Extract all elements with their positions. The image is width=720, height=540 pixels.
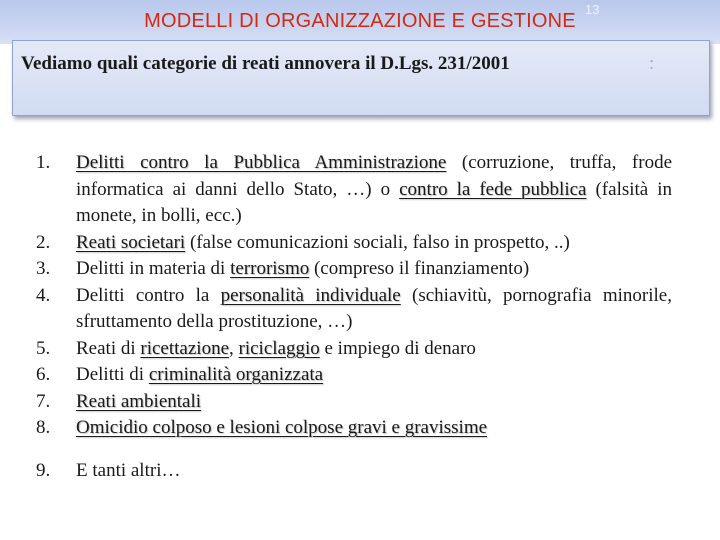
list-item-number: 4. [36,284,51,306]
subtitle-text: Vediamo quali categorie di reati annovera il D.Lgs. 231/2001 [21,53,510,74]
list-item-number: 5. [36,337,51,359]
underlined-term: ricettazione [140,337,229,359]
list-item-text: (schiavitù, pornografia minorile, sfruttamento della prostituzione, …) [76,284,672,332]
list-item-number: 8. [36,417,51,438]
underlined-term: terrorismo [230,258,310,279]
underlined-term: personalità individuale [220,284,401,306]
list-item [36,230,672,257]
list-item-text: Reati di [76,337,141,359]
subtitle-trail: : [649,53,655,74]
crime-category-list [36,150,672,484]
list-item-text: Delitti in materia di [76,258,231,279]
list-item [36,362,672,389]
underlined-term: Omicidio colposo e lesioni colpose gravi e gravissime [76,417,488,438]
list-item-number: 3. [36,258,51,279]
underlined-term: Reati ambientali [76,390,202,412]
list-item [36,336,672,363]
list-item [36,150,672,230]
list-item-text: Delitti di [76,364,149,385]
list-item [36,283,672,336]
underlined-term: riciclaggio [238,337,320,359]
list-item-number: 9. [36,459,51,481]
list-item [36,458,672,485]
slide-title: MODELLI DI ORGANIZZAZIONE E GESTIONE [144,10,576,32]
list-item-text: E tanti altri… [76,459,181,481]
list-item-number: 2. [36,231,51,253]
list-item [36,415,672,442]
list-item [36,389,672,416]
underlined-term: Reati societari [76,231,186,253]
list-item-text: (compreso il finanziamento) [309,258,530,279]
underlined-term: Delitti contro la Pubblica Amministrazione [76,152,447,173]
page-number: 13 [585,2,600,17]
list-item [36,256,672,283]
list-item-text: e impiego di denaro [319,337,476,359]
subtitle-box [12,40,710,116]
list-item-text: (false comunicazioni sociali, falso in prospetto, ..) [185,231,570,253]
list-item-text: (corruzione, truffa, frode informatica ai danni dello Stato, …) o [76,152,673,200]
list-item-text: Delitti contro la [76,284,221,306]
list-item-number: 6. [36,364,51,385]
list-item-text: (falsità in monete, in bolli, ecc.) [76,178,673,226]
underlined-term: criminalità organizzata [148,364,324,385]
list-item-number: 1. [36,152,51,173]
list-item-number: 7. [36,390,51,412]
list-item-text: , [229,337,239,359]
underlined-term: contro la fede pubblica [399,178,587,200]
